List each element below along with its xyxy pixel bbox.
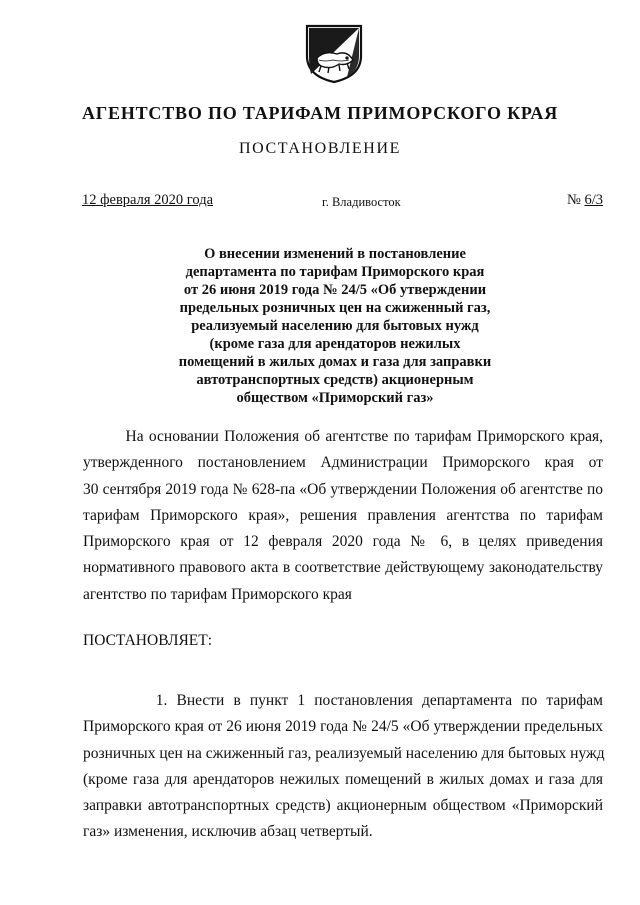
subject-line: О внесении изменений в постановление: [204, 246, 466, 262]
subject-line: департамента по тарифам Приморского края: [185, 264, 485, 280]
agency-title: АГЕНТСТВО ПО ТАРИФАМ ПРИМОРСКОГО КРАЯ: [81, 103, 559, 123]
paragraph-line: нормативного правового акта в соответствие действующему законодательству: [83, 559, 603, 577]
paragraph-line: 1. Внести в пункт 1 постановления департамента по тарифам: [83, 692, 603, 709]
subject-line: от 26 июня 2019 года № 24/5 «Об утверждении: [183, 282, 487, 298]
paragraph-line: агентство по тарифам Приморского края: [83, 585, 352, 603]
resolves-heading: ПОСТАНОВЛЯЕТ:: [83, 632, 213, 649]
document-date: 12 февраля 2020 года: [82, 192, 214, 208]
subject-line: реализуемый населению для бытовых нужд: [191, 318, 479, 334]
subject-line: обществом «Приморский газ»: [236, 390, 434, 406]
subject-line: (кроме газа для арендаторов нежилых: [209, 336, 461, 352]
paragraph-line: газ» изменения, исключив абзац четвертый.: [83, 823, 373, 841]
paragraph-line: Приморского края от 26 июня 2019 года № 24/5 «Об утверждении предельных: [83, 718, 603, 736]
document-city: г. Владивосток: [322, 195, 401, 209]
number-value: 6/3: [584, 192, 603, 208]
clause-1-paragraph: [83, 688, 603, 846]
preamble-paragraph: [83, 424, 603, 608]
document-subject: [160, 245, 510, 407]
subject-line: автотранспортных средств) акционерным: [196, 372, 474, 388]
paragraph-line: На основании Положения об агентстве по тарифам Приморского края,: [83, 428, 603, 445]
subject-line: предельных розничных цен на сжиженный газ,: [179, 300, 491, 316]
paragraph-line: 30 сентября 2019 года № 628-па «Об утверждении Положения об агентстве по: [83, 480, 603, 498]
paragraph-line: Приморского края от 12 февраля 2020 года № 6, в целях приведения: [83, 533, 603, 551]
document-type: ПОСТАНОВЛЕНИЕ: [239, 140, 401, 157]
coat-of-arms-emblem: [303, 20, 365, 84]
paragraph-line: утвержденного постановлением Администрации Приморского края от: [83, 454, 603, 472]
subject-line: помещений в жилых домах и газа для заправки: [178, 354, 492, 370]
number-prefix: №: [567, 192, 581, 208]
paragraph-line: заправки автотранспортных средств) акционерным обществом «Приморский: [83, 797, 603, 815]
paragraph-line: (кроме газа для арендаторов нежилых помещений в жилых домах и газа для: [83, 770, 603, 788]
paragraph-line: розничных цен на сжиженный газ, реализуемый населению для бытовых нужд: [83, 744, 605, 762]
document-number: [567, 192, 603, 209]
paragraph-line: тарифам Приморского края», решения правления агентства по тарифам: [83, 506, 603, 524]
